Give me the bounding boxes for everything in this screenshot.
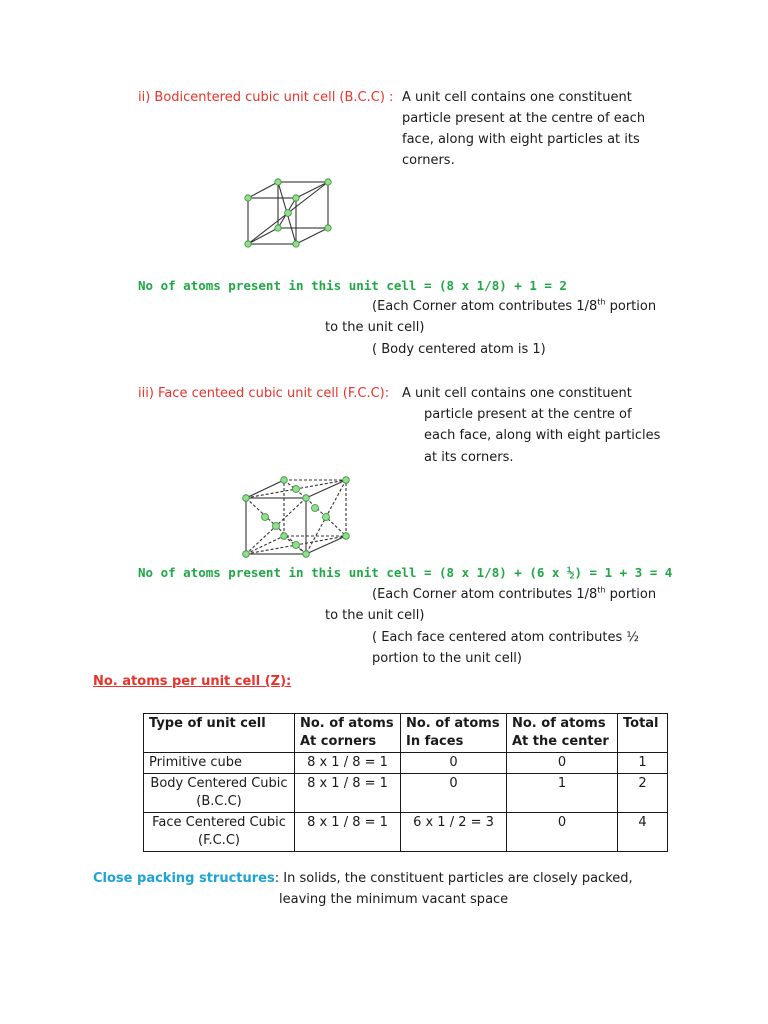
bcc-note-corner-cont: to the unit cell) xyxy=(325,320,425,335)
bcc-desc-line-4: corners. xyxy=(402,153,455,168)
bcc-note-body: ( Body centered atom is 1) xyxy=(372,342,546,357)
table-row xyxy=(144,753,668,774)
table-title: No. atoms per unit cell (Z): xyxy=(93,674,292,689)
header-center: No. of atoms At the center xyxy=(507,714,618,753)
fcc-note-face-cont: portion to the unit cell) xyxy=(372,651,522,666)
fcc-note-face: ( Each face centered atom contributes ½ xyxy=(372,630,639,645)
cell-total: 4 xyxy=(618,813,668,852)
fcc-atom-count: No of atoms present in this unit cell = (8 x 1/8) + (6 x ½) = 1 + 3 = 4 xyxy=(138,565,673,580)
cell-center: 1 xyxy=(507,774,618,813)
fcc-note-corner-cont: to the unit cell) xyxy=(325,608,425,623)
header-total: Total xyxy=(618,714,668,753)
fcc-heading: iii) Face centeed cubic unit cell (F.C.C): xyxy=(138,386,390,401)
fcc-unit-cell-diagram xyxy=(236,474,358,562)
bcc-atom-count: No of atoms present in this unit cell = (8 x 1/8) + 1 = 2 xyxy=(138,278,567,293)
bcc-note-corner: (Each Corner atom contributes 1/8th portion xyxy=(372,297,657,314)
fcc-note-corner: (Each Corner atom contributes 1/8th portion xyxy=(372,585,657,602)
cell-center: 0 xyxy=(507,813,618,852)
header-type: Type of unit cell xyxy=(144,714,295,753)
bcc-desc-line-3: face, along with eight particles at its xyxy=(402,132,640,147)
table-row xyxy=(144,774,668,813)
table-row xyxy=(144,813,668,852)
close-packing-line-2: leaving the minimum vacant space xyxy=(279,892,509,907)
cell-faces: 0 xyxy=(401,753,507,774)
fcc-desc-line-4: at its corners. xyxy=(424,450,514,465)
cell-total: 1 xyxy=(618,753,668,774)
header-corners: No. of atoms At corners xyxy=(295,714,401,753)
fcc-desc-line-3: each face, along with eight particles xyxy=(424,428,661,443)
cell-faces: 0 xyxy=(401,774,507,813)
cell-faces: 6 x 1 / 2 = 3 xyxy=(401,813,507,852)
bcc-heading: ii) Bodicentered cubic unit cell (B.C.C) : xyxy=(138,90,394,105)
bcc-desc-line-2: particle present at the centre of each xyxy=(402,111,646,126)
fcc-desc-line-2: particle present at the centre of xyxy=(424,407,632,422)
header-faces: No. of atoms In faces xyxy=(401,714,507,753)
cell-center: 0 xyxy=(507,753,618,774)
cell-corners: 8 x 1 / 8 = 1 xyxy=(295,753,401,774)
cell-total: 2 xyxy=(618,774,668,813)
cell-type: Body Centered Cubic (B.C.C) xyxy=(144,774,295,813)
cell-corners: 8 x 1 / 8 = 1 xyxy=(295,813,401,852)
close-packing-label: Close packing structures xyxy=(93,871,275,886)
atoms-per-cell-table xyxy=(143,713,668,852)
bcc-unit-cell-diagram xyxy=(238,176,338,250)
bcc-desc-line-1: A unit cell contains one constituent xyxy=(402,90,632,105)
table-header-row xyxy=(144,714,668,753)
cell-type: Primitive cube xyxy=(144,753,295,774)
cell-type: Face Centered Cubic (F.C.C) xyxy=(144,813,295,852)
fcc-desc-line-1: A unit cell contains one constituent xyxy=(402,386,632,401)
close-packing-line-1: Close packing structures: In solids, the constituent particles are closely packed, xyxy=(93,871,633,886)
cell-corners: 8 x 1 / 8 = 1 xyxy=(295,774,401,813)
